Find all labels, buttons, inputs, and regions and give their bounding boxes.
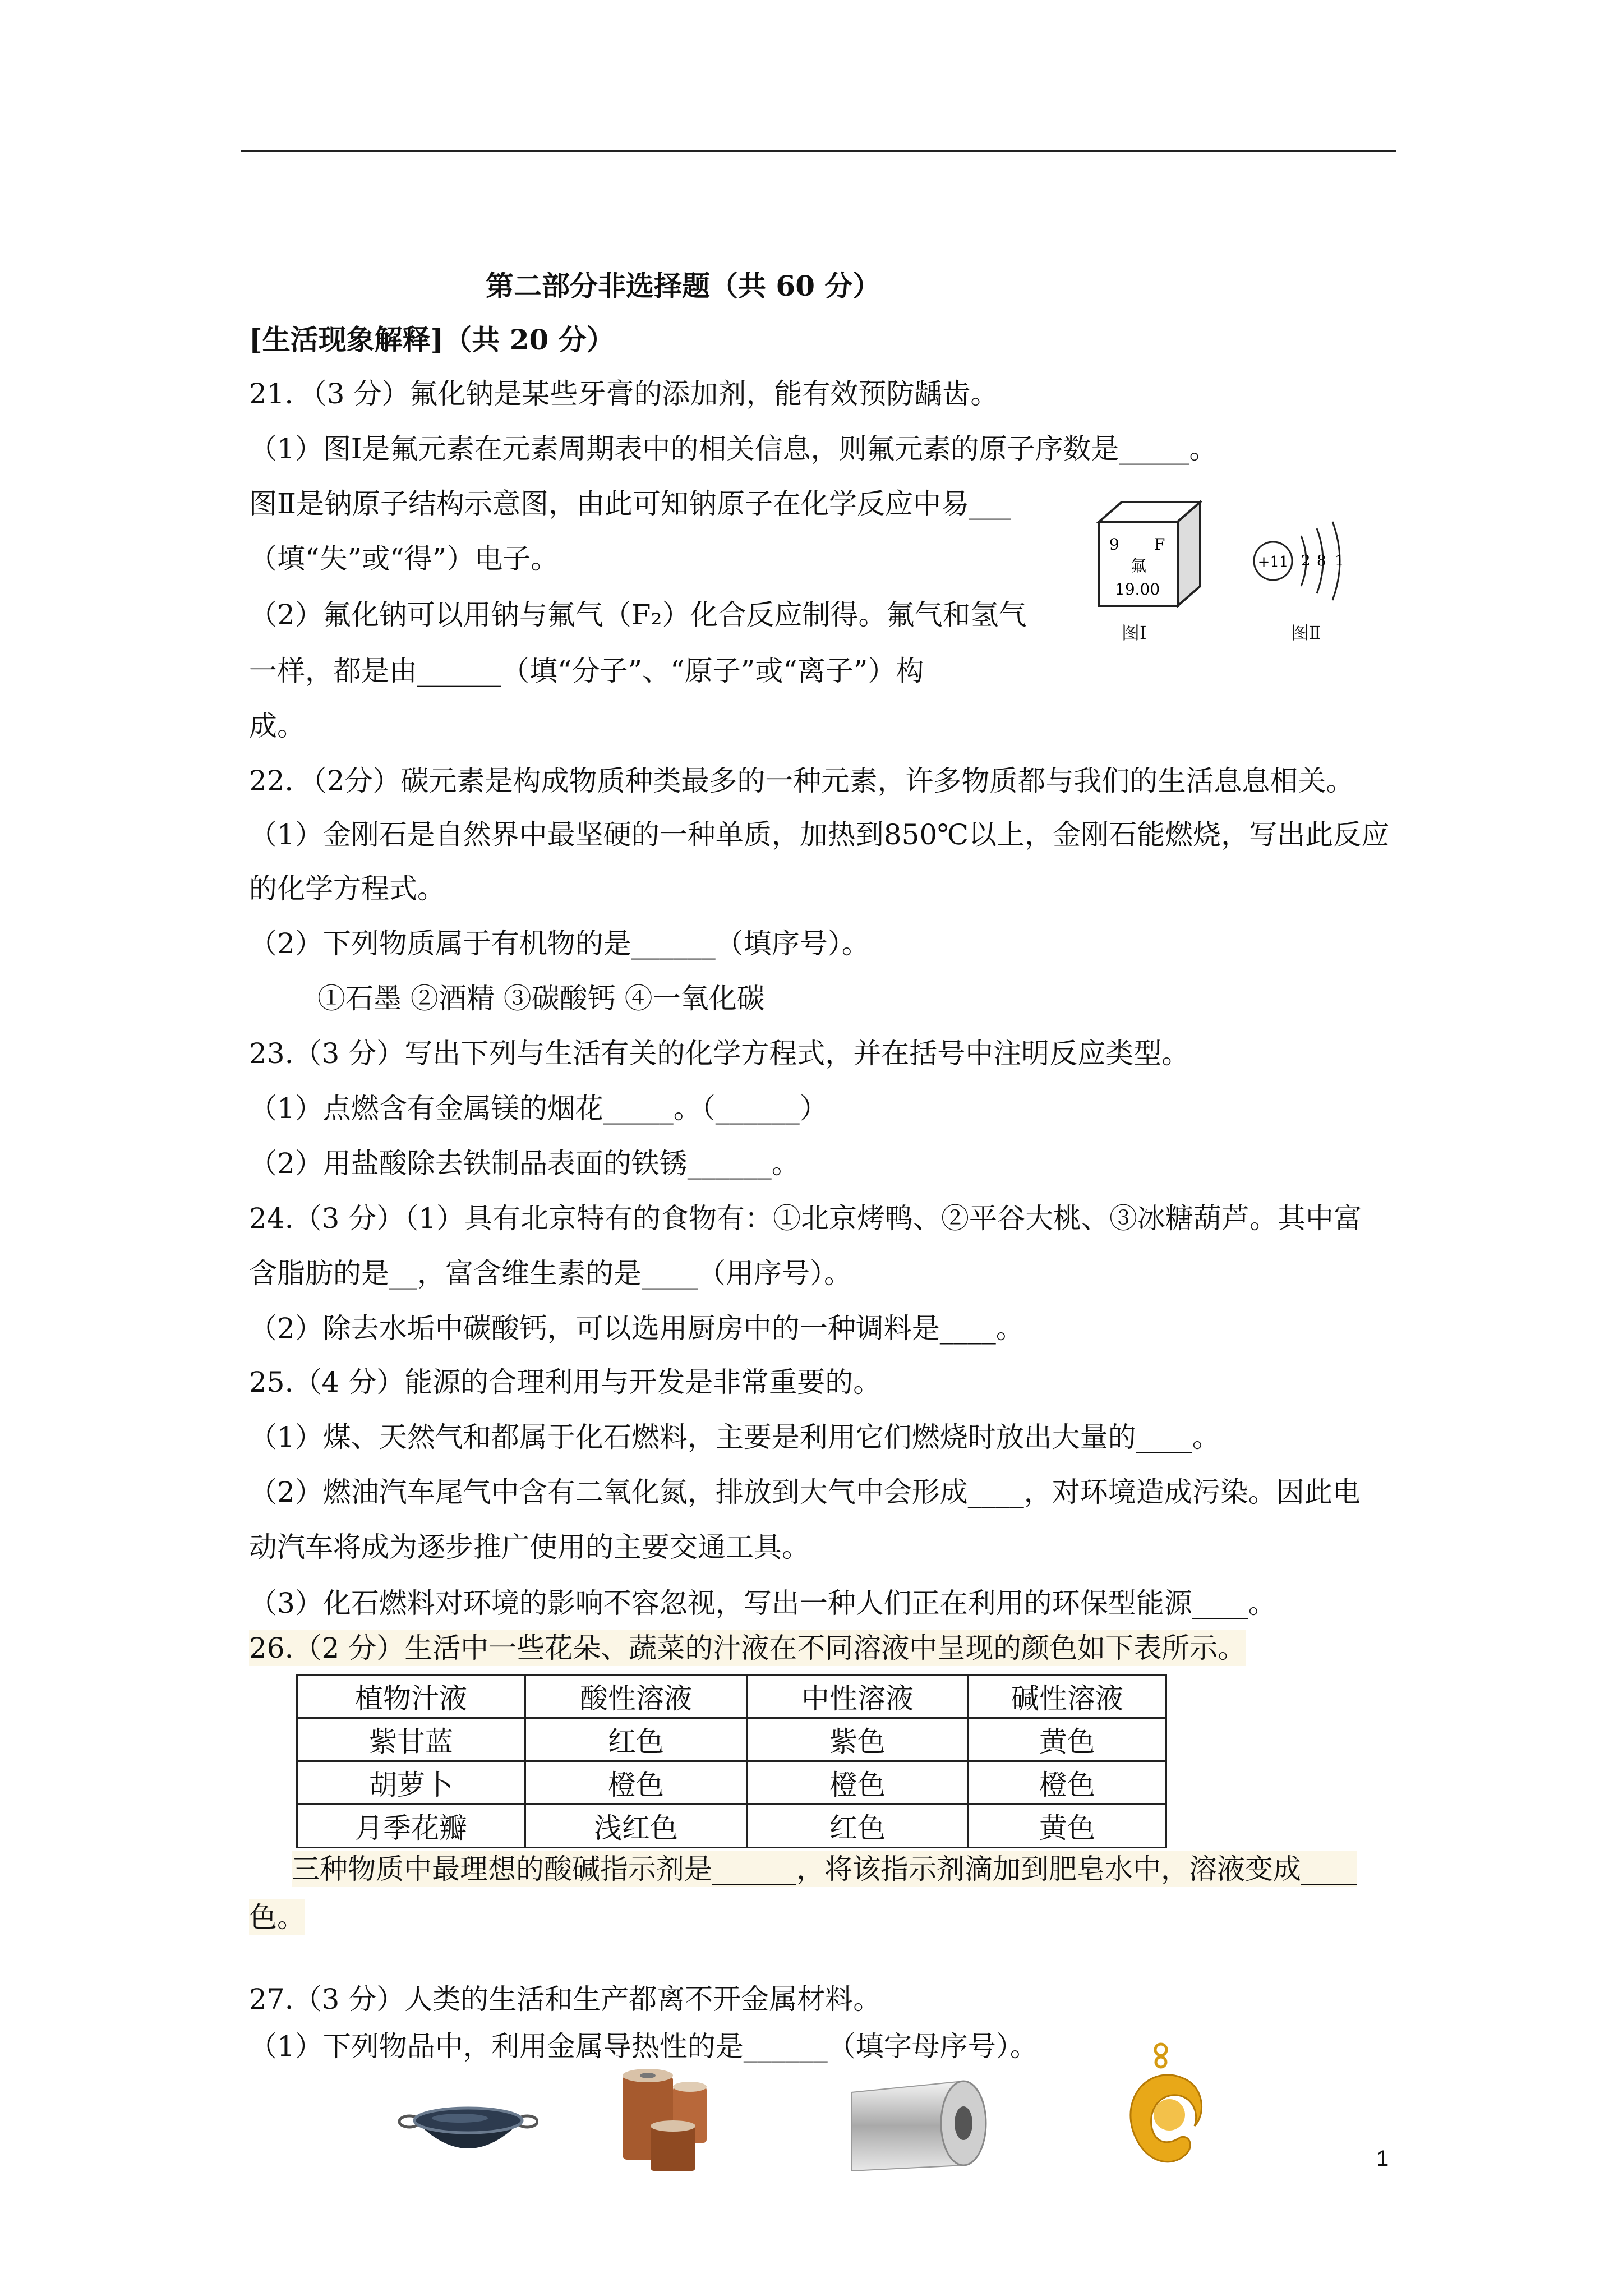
- table-cell: 紫色: [747, 1718, 969, 1761]
- table-cell: 胡萝卜: [297, 1761, 525, 1805]
- q24-line1: 24.（3 分）（1）具有北京特有的食物有：①北京烤鸭、②平谷大桃、③冰糖葫芦。其中富: [249, 1202, 1362, 1235]
- q21-line3: 图Ⅱ是钠原子结构示意图，由此可知钠原子在化学反应中易___: [249, 487, 1011, 520]
- figure-1-element-cell: [1088, 494, 1223, 634]
- table-cell: 浅红色: [525, 1805, 747, 1848]
- q21-line1: 21．（3 分）氟化钠是某些牙膏的添加剂，能有效预防龋齿。: [249, 378, 999, 410]
- q23-line2: （1）点燃含有金属镁的烟花_____。（______）: [249, 1092, 828, 1125]
- q27-line2: （1）下列物品中，利用金属导热性的是______（填字母序号）。: [249, 2030, 1038, 2063]
- q23-line3: （2）用盐酸除去铁制品表面的铁锈______。: [249, 1147, 800, 1180]
- table-header: 酸性溶液: [525, 1675, 747, 1718]
- aluminum-foil-roll-icon: [846, 2076, 992, 2177]
- figure-1-caption: 图Ⅰ: [1122, 622, 1147, 643]
- fig2-shell1: 2: [1301, 553, 1311, 569]
- q25-line4: 动汽车将成为逐步推广使用的主要交通工具。: [249, 1531, 810, 1563]
- table-row: [297, 1805, 1166, 1848]
- q21-line2: （1）图Ⅰ是氟元素在元素周期表中的相关信息，则氟元素的原子序数是_____。: [249, 432, 1218, 465]
- q22-line1: 22．（2分）碳元素是构成物质种类最多的一种元素，许多物质都与我们的生活息息相关。: [249, 765, 1354, 797]
- pan-icon: [398, 2092, 538, 2171]
- copper-wire-spools-icon: [611, 2064, 723, 2177]
- q22-line4: （2）下列物质属于有机物的是______（填序号）。: [249, 927, 870, 960]
- fig1-name: 氟: [1131, 556, 1147, 575]
- table-cell: 黄色: [969, 1718, 1166, 1761]
- table-cell: 红色: [525, 1718, 747, 1761]
- header-rule: [241, 150, 1396, 152]
- q26-line3: 色。: [249, 1899, 305, 1935]
- fig2-shell3: 1: [1335, 553, 1344, 569]
- table-cell: 月季花瓣: [297, 1805, 525, 1848]
- q27-line1: 27.（3 分）人类的生活和生产都离不开金属材料。: [249, 1983, 882, 2016]
- q25-line3: （2）燃油汽车尾气中含有二氧化氮，排放到大气中会形成____，对环境造成污染。因此电: [249, 1476, 1361, 1508]
- q22-line2: （1）金刚石是自然界中最坚硬的一种单质，加热到850℃以上，金刚石能燃烧，写出此反应: [249, 818, 1390, 851]
- table-row: [297, 1761, 1166, 1805]
- q25-line5: （3）化石燃料对环境的影响不容忽视，写出一种人们正在利用的环保型能源____。: [249, 1587, 1276, 1619]
- section-title: 第二部分非选择题（共 60 分）: [486, 269, 881, 302]
- table-row: [297, 1718, 1166, 1761]
- figure-2-atom-structure: [1245, 505, 1368, 623]
- fig2-shell2: 8: [1317, 553, 1326, 569]
- q25-line2: （1）煤、天然气和都属于化石燃料，主要是利用它们燃烧时放出大量的____。: [249, 1421, 1220, 1453]
- table-header: 碱性溶液: [969, 1675, 1166, 1718]
- fig2-nucleus: +11: [1257, 554, 1289, 570]
- gold-dolphin-pendant-icon: [1110, 2042, 1211, 2182]
- page-number: 1: [1376, 2146, 1389, 2171]
- table-header-row: [297, 1675, 1166, 1718]
- q22-options: ①石墨 ②酒精 ③碳酸钙 ④一氧化碳: [317, 982, 765, 1015]
- figure-2-caption: 图Ⅱ: [1291, 622, 1321, 643]
- table-header: 中性溶液: [747, 1675, 969, 1718]
- table-cell: 橙色: [525, 1761, 747, 1805]
- q21-line7: 成。: [249, 710, 305, 742]
- table-cell: 红色: [747, 1805, 969, 1848]
- q26-line2: 三种物质中最理想的酸碱指示剂是______，将该指示剂滴加到肥皂水中，溶液变成____: [292, 1851, 1357, 1887]
- table-cell: 橙色: [747, 1761, 969, 1805]
- q21-line4: （填“失”或“得”）电子。: [249, 542, 559, 575]
- table-cell: 黄色: [969, 1805, 1166, 1848]
- fig1-mass: 19.00: [1115, 580, 1160, 599]
- q24-line2: 含脂肪的是__，富含维生素的是____（用序号）。: [249, 1257, 852, 1290]
- indicator-color-table: [296, 1674, 1167, 1848]
- fig1-atomic-number: 9: [1109, 535, 1119, 554]
- q25-line1: 25.（4 分）能源的合理利用与开发是非常重要的。: [249, 1366, 882, 1398]
- table-header: 植物汁液: [297, 1675, 525, 1718]
- q22-line3: 的化学方程式。: [249, 872, 445, 905]
- table-cell: 橙色: [969, 1761, 1166, 1805]
- q21-line5: （2）氟化钠可以用钠与氟气（F₂）化合反应制得。氟气和氢气: [249, 599, 1027, 631]
- fig1-symbol: F: [1154, 535, 1165, 554]
- q21-line6: 一样，都是由______（填“分子”、“原子”或“离子”）构: [249, 655, 924, 687]
- q26-line1: 26.（2 分）生活中一些花朵、蔬菜的汁液在不同溶液中呈现的颜色如下表所示。: [249, 1630, 1246, 1666]
- q23-line1: 23.（3 分）写出下列与生活有关的化学方程式，并在括号中注明反应类型。: [249, 1037, 1190, 1070]
- q24-line3: （2）除去水垢中碳酸钙，可以选用厨房中的一种调料是____。: [249, 1312, 1024, 1345]
- group-title: [生活现象解释]（共 20 分）: [249, 323, 615, 356]
- table-cell: 紫甘蓝: [297, 1718, 525, 1761]
